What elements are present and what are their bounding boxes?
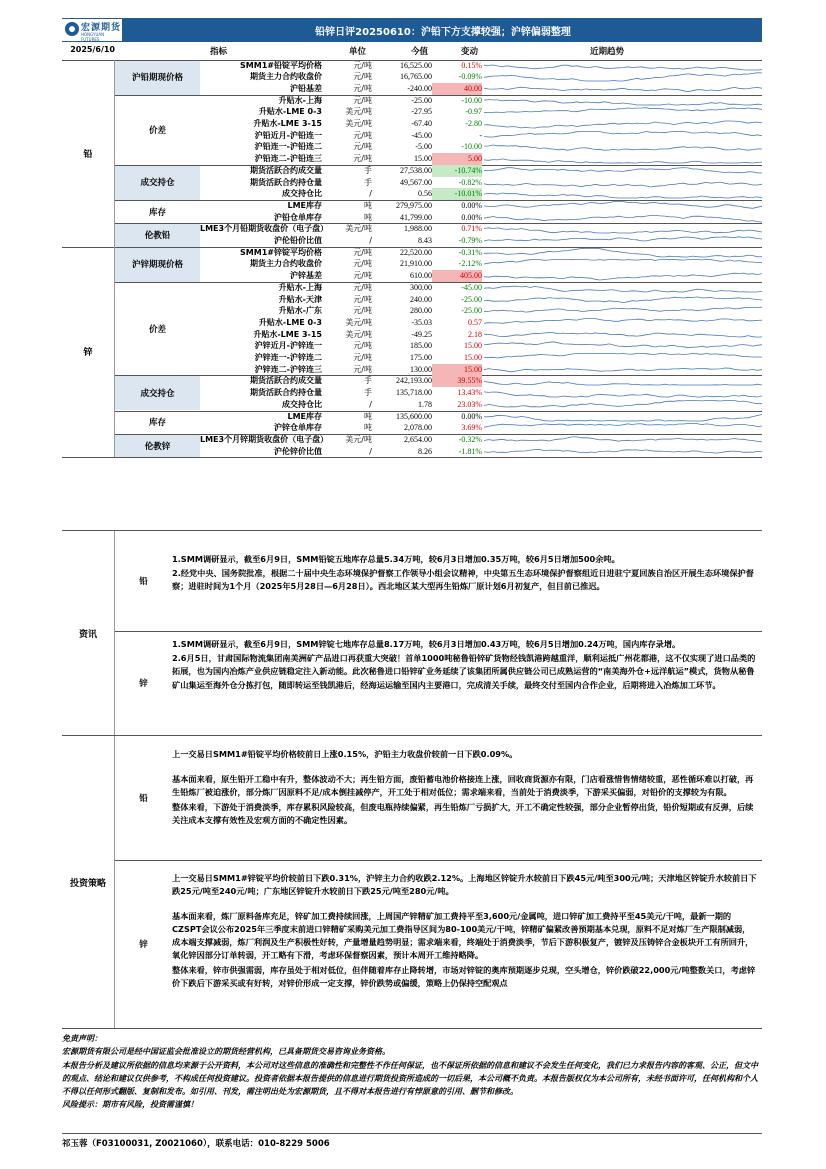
value-cell: 41,799.00 bbox=[400, 212, 432, 222]
value-cell: 0.56 bbox=[418, 189, 432, 199]
unit-cell: / bbox=[369, 236, 372, 245]
value-cell: -49.25 bbox=[411, 329, 432, 339]
change-cell: 0.00% bbox=[461, 200, 482, 210]
change-cell: -25.00 bbox=[461, 306, 482, 316]
unit-cell: 美元/吨 bbox=[345, 107, 372, 117]
change-cell: -10.01% bbox=[432, 188, 482, 200]
change-cell: 15.00 bbox=[432, 364, 482, 376]
zinc-group-label: 价差 bbox=[115, 282, 200, 376]
indicator-name: 沪锌连二-沪锌连三 bbox=[254, 364, 322, 374]
table-row bbox=[200, 200, 762, 212]
table-row bbox=[200, 130, 762, 142]
value-cell: -5.00 bbox=[415, 142, 432, 152]
change-cell: -1.81% bbox=[458, 446, 482, 456]
trend-sparkline bbox=[484, 95, 762, 107]
trend-sparkline bbox=[484, 188, 762, 200]
indicator-name: SMM1#锌锭平均价格 bbox=[240, 247, 322, 257]
trend-sparkline bbox=[484, 317, 762, 329]
indicator-name: 升贴水-天津 bbox=[278, 294, 322, 304]
value-cell: 280.00 bbox=[410, 306, 432, 316]
news-zinc-item: 2.6月5日，甘肃国际物流集团南美洲矿产品进口再获重大突破！首单1000吨秘鲁铅锌矿货物经钱凯港跨越重洋，顺利运抵广州花都港，这不仅实现了进口品类的拓展，也为国内冶炼产业供应链稳定注入新动能。此次秘鲁进口铅锌矿业务延续了该集团所属供应链公司已成熟运营的“南美海外仓+远洋航运”模式，货物从秘鲁矿山集运至海外仓分拣打包，随即转运至钱凯港后，经海运运输至国内主要港口，完成清关手续，最终交付至国内合作企业，后期将进入冶炼加工环节。 bbox=[172, 652, 756, 690]
change-cell: -0.32% bbox=[458, 434, 482, 444]
change-cell: 0.71% bbox=[461, 224, 482, 234]
indicator-name: 升贴水-上海 bbox=[278, 95, 322, 105]
news-lead-text bbox=[172, 553, 757, 594]
logo-en-text: HONGYUAN FUTURES bbox=[81, 32, 105, 42]
value-cell: -25.00 bbox=[411, 95, 432, 105]
table-row bbox=[200, 411, 762, 423]
trend-sparkline bbox=[484, 212, 762, 224]
table-row bbox=[200, 422, 762, 434]
table-row bbox=[200, 305, 762, 317]
table-row bbox=[200, 375, 762, 387]
contact-footer: 祁玉蓉（F03100031, Z0021060），联系电话：010-8229 5006 bbox=[62, 1133, 762, 1149]
table-row bbox=[200, 60, 762, 72]
trend-sparkline bbox=[484, 387, 762, 399]
indicator-name: 沪锌仓单库存 bbox=[274, 423, 322, 433]
table-row bbox=[200, 141, 762, 153]
indicator-name: 升贴水-LME 0-3 bbox=[258, 317, 322, 327]
indicator-name: LME库存 bbox=[287, 200, 322, 210]
unit-cell: 手 bbox=[364, 376, 372, 386]
logo-icon bbox=[65, 22, 79, 36]
value-cell: 22,520.00 bbox=[400, 247, 432, 257]
news-zinc-text bbox=[172, 638, 757, 692]
unit-cell: 吨 bbox=[364, 423, 372, 433]
trend-sparkline bbox=[484, 375, 762, 387]
trend-sparkline bbox=[484, 329, 762, 341]
unit-cell: 吨 bbox=[364, 200, 372, 210]
trend-sparkline bbox=[484, 83, 762, 95]
zinc-group-label: 库存 bbox=[115, 411, 200, 434]
unit-cell: 美元/吨 bbox=[345, 224, 372, 234]
trend-sparkline bbox=[484, 364, 762, 376]
news-lead-item: 1.SMM调研显示，截至6月9日，SMM铅锭五地库存总量5.34万吨，较6月3日增加0.35万吨，较6月5日增加500余吨。 bbox=[172, 554, 620, 564]
table-row bbox=[200, 364, 762, 376]
table-row bbox=[200, 282, 762, 294]
value-cell: 135,600.00 bbox=[396, 411, 432, 421]
value-cell: 27,538.00 bbox=[400, 165, 432, 175]
indicator-name: LME3个月锌期货收盘价（电子盘） bbox=[200, 434, 329, 444]
value-cell: -27.95 bbox=[411, 107, 432, 117]
lead-group-label: 成交持仓 bbox=[115, 165, 200, 200]
company-logo bbox=[62, 19, 122, 41]
unit-cell: / bbox=[369, 446, 372, 456]
report-date: 2025/6/10 bbox=[70, 45, 115, 54]
change-cell: -0.09% bbox=[458, 72, 482, 82]
lead-group-label: 沪铅期现价格 bbox=[115, 60, 200, 95]
table-row bbox=[200, 83, 762, 95]
trend-sparkline bbox=[484, 106, 762, 118]
indicator-name: 升贴水-LME 3-15 bbox=[253, 119, 322, 128]
strategy-zinc-item: 基本面来看，炼厂原料备库充足，锌矿加工费持续回涨，上周国产锌精矿加工费持平至3,600元/金属吨，进口锌矿加工费持平至45美元/干吨，最新一期的CZSPT会议公布2025年三季度末前进口锌精矿采购美元加工费指导区间为80-100美元/干吨，锌精矿偏紧改善预期基本兑现，原料不足对炼厂生产限制减弱，成本端支撑减弱，炼厂利润及生产积极性好转，产量增量趋势明显；需求端来看，终端处于消费淡季，节后下游积极复产，镀锌及压铸锌合金板块开工有所回升，氧化锌因部分订单转弱，开工略有下滑，考虑环保督察因素，预计本周开工维持略降。 bbox=[172, 911, 754, 960]
trend-sparkline bbox=[484, 294, 762, 306]
strategy-zinc-item: 上一交易日SMM1#锌锭平均价较前日下跌0.31%，沪锌主力合约收跌2.12%。上海地区锌锭升水较前日下跌45元/吨至300元/吨；天津地区锌锭升水较前日下跌25元/吨至240元/吨；广东地区锌锭升水较前日下跌25元/吨至280元/吨。 bbox=[172, 873, 757, 896]
change-cell: 39.55% bbox=[432, 375, 482, 387]
unit-cell: 手 bbox=[364, 388, 372, 398]
value-cell: 185.00 bbox=[410, 341, 432, 351]
indicator-name: 沪铅连一-沪铅连二 bbox=[254, 142, 322, 152]
unit-cell: 元/吨 bbox=[353, 364, 372, 374]
unit-cell: 手 bbox=[364, 177, 372, 187]
value-cell: 135,718.00 bbox=[396, 388, 432, 398]
table-row bbox=[200, 387, 762, 399]
zinc-section-label: 锌 bbox=[62, 247, 115, 458]
trend-sparkline bbox=[484, 446, 762, 458]
table-row bbox=[200, 188, 762, 200]
trend-sparkline bbox=[484, 352, 762, 364]
change-cell: -0.31% bbox=[458, 247, 482, 257]
trend-sparkline bbox=[484, 422, 762, 434]
indicator-name: 沪伦铅价比值 bbox=[274, 236, 322, 245]
lead-group-label: 伦教铅 bbox=[115, 223, 200, 246]
unit-cell: 元/吨 bbox=[353, 130, 372, 140]
trend-sparkline bbox=[484, 270, 762, 282]
news-zinc-label: 锌 bbox=[139, 679, 148, 689]
change-cell: 40.00 bbox=[432, 83, 482, 95]
change-cell: -25.00 bbox=[461, 294, 482, 304]
zinc-group-label: 伦教锌 bbox=[115, 434, 200, 457]
disclaimer-risk: 风险提示：期市有风险，投资需谨慎！ bbox=[62, 1100, 198, 1110]
unit-cell: 元/吨 bbox=[353, 72, 372, 82]
value-cell: -35.03 bbox=[411, 317, 432, 327]
change-cell: 13.43% bbox=[457, 388, 482, 398]
indicator-name: 沪铅仓单库存 bbox=[274, 212, 322, 222]
value-cell: 175.00 bbox=[410, 353, 432, 362]
unit-cell: 元/吨 bbox=[353, 259, 372, 269]
indicator-name: 成交持仓比 bbox=[282, 399, 322, 409]
table-row bbox=[200, 153, 762, 165]
value-cell: 242,193.00 bbox=[396, 376, 432, 386]
unit-cell: 元/吨 bbox=[353, 341, 372, 351]
table-row bbox=[200, 258, 762, 270]
disclaimer-line: 本报告分析及建议所依据的信息均来源于公开资料，本公司对这些信息的准确性和完整性不作任何保证，也不保证所依据的信息和建议不会发生任何变化，我们已力求报告内容的客观、公正，但文中的观点、结论和建议仅供参考，不构成任何投资建议。投资者依据本报告提供的信息进行期货投资所造成的一切后果，本公司概不负责。本报告版权仅为本公司所有，未经书面许可，任何机构和个人不得以任何形式翻版、复制和发布。如引用、刊发，需注明出处为宏源期货，且不得对本报告进行有悖原意的引用、删节和修改。 bbox=[62, 1060, 758, 1097]
unit-cell: 美元/吨 bbox=[345, 434, 372, 444]
col-value: 今值 bbox=[411, 47, 429, 57]
indicator-name: 沪铅基差 bbox=[290, 83, 322, 93]
trend-sparkline bbox=[484, 177, 762, 189]
indicator-name: 期货主力合约收盘价 bbox=[250, 259, 322, 269]
trend-sparkline bbox=[484, 434, 762, 446]
unit-cell: 手 bbox=[364, 165, 372, 175]
change-cell: 405.00 bbox=[432, 270, 482, 282]
strategy-lead-item: 上一交易日SMM1#铅锭平均价格较前日上涨0.15%，沪铅主力收盘价较前一日下跌0.09%。 bbox=[172, 749, 518, 759]
news-lead-item: 2.经党中央、国务院批准，根据二十届中央生态环境保护督察工作领导小组会议精神，中央第五生态环境保护督察组近日进驻宁夏回族自治区开展生态环境保护督察；进驻时间为1个月（2025年5月28日—6月28日）。西北地区某大型再生铅炼厂原计划6月初复产，但目前已推迟。 bbox=[172, 567, 754, 591]
trend-sparkline bbox=[484, 411, 762, 423]
indicator-name: 沪锌连一-沪锌连二 bbox=[254, 353, 322, 362]
trend-sparkline bbox=[484, 305, 762, 317]
col-change: 变动 bbox=[461, 47, 479, 57]
indicator-name: 沪锌近月-沪锌连一 bbox=[254, 341, 322, 351]
unit-cell: 元/吨 bbox=[353, 154, 372, 164]
trend-sparkline bbox=[484, 223, 762, 235]
value-cell: 610.00 bbox=[410, 271, 432, 281]
unit-cell: 美元/吨 bbox=[345, 317, 372, 327]
unit-cell: 元/吨 bbox=[353, 353, 372, 362]
change-cell: 3.69% bbox=[461, 423, 482, 433]
disclaimer bbox=[62, 1032, 762, 1112]
change-cell: -10.00 bbox=[461, 95, 482, 105]
unit-cell: / bbox=[369, 189, 372, 199]
indicator-name: 升贴水-上海 bbox=[278, 282, 322, 292]
table-row bbox=[200, 106, 762, 118]
table-row bbox=[200, 317, 762, 329]
strategy-zinc-item: 整体来看，锌市供强需弱，库存虽处于相对低位，但伴随着库存止降转增，市场对锌锭的奥库预期逐步兑现，空头增仓，锌价跌破22,000元/吨整数关口，考虑锌价下跌后下游采买或有好转，对锌价形成一定支撑，锌价跌势或偏缓，策略上仍保持空配观点 bbox=[172, 965, 756, 988]
indicator-name: 期货主力合约收盘价 bbox=[250, 72, 322, 82]
value-cell: 49,567.00 bbox=[400, 177, 432, 187]
disclaimer-line: 宏源期货有限公司是经中国证监会批准设立的期货经营机构，已具备期货交易咨询业务资格。 bbox=[62, 1047, 390, 1057]
indicator-name: 升贴水-LME 0-3 bbox=[258, 107, 322, 117]
indicator-name: SMM1#铅锭平均价格 bbox=[240, 60, 322, 70]
value-cell: -67.40 bbox=[411, 119, 432, 128]
change-cell: 23.03% bbox=[457, 399, 482, 409]
value-cell: -240.00 bbox=[407, 83, 432, 93]
indicator-name: LME库存 bbox=[287, 411, 322, 421]
trend-sparkline bbox=[484, 235, 762, 247]
trend-sparkline bbox=[484, 141, 762, 153]
value-cell: 21,910.00 bbox=[400, 259, 432, 269]
unit-cell: / bbox=[369, 399, 372, 409]
unit-cell: 元/吨 bbox=[353, 306, 372, 316]
indicator-name: 期货活跃合约持仓量 bbox=[250, 388, 322, 398]
lead-group-label: 库存 bbox=[115, 200, 200, 223]
change-cell: -2.12% bbox=[458, 259, 482, 269]
trend-sparkline bbox=[484, 118, 762, 130]
change-cell: -10.00 bbox=[461, 142, 482, 152]
strategy-lead-item: 基本面来看，原生铅开工稳中有升，整体波动不大；再生铅方面，废铅蓄电池价格接连上涨，回收商货源亦有限，门店看涨惜售情绪较重，恶性循环难以打破，再生铅炼厂被迫涨价，部分炼厂因原料不足/成本倒挂减停产，开工处于相对低位；需求端来看，当前处于消费淡季，下游采买偏弱，对铅价的支撑较为有限。 bbox=[172, 774, 754, 797]
value-cell: 279,975.00 bbox=[396, 200, 432, 210]
lead-section-label: 铅 bbox=[62, 60, 115, 247]
unit-cell: 吨 bbox=[364, 212, 372, 222]
strategy-lead-text bbox=[172, 748, 757, 829]
table-row bbox=[200, 235, 762, 247]
value-cell: 1,988.00 bbox=[404, 224, 432, 234]
indicator-name: 期货活跃合约成交量 bbox=[250, 165, 322, 175]
value-cell: 1.78 bbox=[418, 399, 432, 409]
unit-cell: 元/吨 bbox=[353, 294, 372, 304]
change-cell: - bbox=[479, 130, 482, 140]
unit-cell: 元/吨 bbox=[353, 271, 372, 281]
change-cell: -0.97 bbox=[465, 107, 482, 117]
table-row bbox=[200, 446, 762, 458]
change-cell: 0.15% bbox=[461, 60, 482, 70]
unit-cell: 美元/吨 bbox=[345, 119, 372, 128]
trend-sparkline bbox=[484, 130, 762, 142]
trend-sparkline bbox=[484, 340, 762, 352]
indicator-name: LME3个月铅期货收盘价（电子盘） bbox=[200, 224, 329, 234]
unit-cell: 元/吨 bbox=[353, 83, 372, 93]
change-cell: 15.00 bbox=[464, 341, 482, 351]
strategy-zinc-label: 锌 bbox=[139, 940, 148, 950]
lead-group-label: 价差 bbox=[115, 95, 200, 165]
value-cell: 130.00 bbox=[410, 364, 432, 374]
indicator-name: 期货活跃合约持仓量 bbox=[250, 177, 322, 187]
table-row bbox=[200, 399, 762, 411]
table-row bbox=[200, 434, 762, 446]
indicator-name: 期货活跃合约成交量 bbox=[250, 376, 322, 386]
table-row bbox=[200, 329, 762, 341]
unit-cell: 美元/吨 bbox=[345, 329, 372, 339]
value-cell: 16,765.00 bbox=[400, 72, 432, 82]
table-row bbox=[200, 247, 762, 259]
table-row bbox=[200, 352, 762, 364]
value-cell: 8.26 bbox=[418, 446, 432, 456]
trend-sparkline bbox=[484, 165, 762, 177]
indicator-name: 沪伦锌价比值 bbox=[274, 446, 322, 456]
news-lead-label: 铅 bbox=[139, 577, 148, 587]
table-row bbox=[200, 95, 762, 107]
value-cell: 8.43 bbox=[418, 236, 432, 245]
change-cell: -10.74% bbox=[432, 165, 482, 177]
col-trend: 近期趋势 bbox=[590, 47, 625, 57]
unit-cell: 元/吨 bbox=[353, 282, 372, 292]
indicator-name: 沪锌基差 bbox=[290, 271, 322, 281]
change-cell: 0.57 bbox=[468, 317, 482, 327]
strategy-label: 投资策略 bbox=[62, 736, 115, 1028]
change-cell: -0.82% bbox=[458, 177, 482, 187]
table-row bbox=[200, 165, 762, 177]
value-cell: 15.00 bbox=[414, 154, 432, 164]
table-row bbox=[200, 212, 762, 224]
table-row bbox=[200, 118, 762, 130]
value-cell: 2,078.00 bbox=[404, 423, 432, 433]
value-cell: 240.00 bbox=[410, 294, 432, 304]
unit-cell: 吨 bbox=[364, 411, 372, 421]
unit-cell: 元/吨 bbox=[353, 247, 372, 257]
col-indicator: 指标 bbox=[210, 47, 228, 57]
indicator-name: 成交持仓比 bbox=[282, 189, 322, 199]
report-header bbox=[62, 18, 762, 42]
trend-sparkline bbox=[484, 153, 762, 165]
change-cell: 5.00 bbox=[432, 153, 482, 165]
trend-sparkline bbox=[484, 258, 762, 270]
logo-cn-text: 宏源期货 bbox=[81, 23, 122, 33]
indicator-name: 升贴水-LME 3-15 bbox=[253, 329, 322, 339]
value-cell: 2,654.00 bbox=[404, 434, 432, 444]
table-row bbox=[200, 223, 762, 235]
trend-sparkline bbox=[484, 282, 762, 294]
trend-sparkline bbox=[484, 60, 762, 72]
value-cell: -45.00 bbox=[411, 130, 432, 140]
change-cell: 15.00 bbox=[464, 353, 482, 362]
change-cell: 0.00% bbox=[461, 212, 482, 222]
unit-cell: 元/吨 bbox=[353, 95, 372, 105]
zinc-group-label: 沪锌期现价格 bbox=[115, 247, 200, 282]
col-unit: 单位 bbox=[349, 47, 367, 57]
indicator-name: 沪铅连二-沪铅连三 bbox=[254, 154, 322, 164]
trend-sparkline bbox=[484, 247, 762, 259]
report-title: 铅锌日评20250610：沪铅下方支撑较强；沪锌偏弱整理 bbox=[315, 27, 571, 38]
table-row bbox=[200, 340, 762, 352]
zinc-group-label: 成交持仓 bbox=[115, 375, 200, 410]
table-row bbox=[200, 71, 762, 83]
unit-cell: 元/吨 bbox=[353, 60, 372, 70]
strategy-zinc-text bbox=[172, 872, 757, 992]
change-cell: -2.80 bbox=[465, 119, 482, 128]
news-label: 资讯 bbox=[62, 531, 115, 735]
value-cell: 300.00 bbox=[410, 282, 432, 292]
table-row bbox=[200, 270, 762, 282]
table-row bbox=[200, 294, 762, 306]
strategy-lead-label: 铅 bbox=[139, 794, 148, 804]
trend-sparkline bbox=[484, 200, 762, 212]
value-cell: 16,525.00 bbox=[400, 60, 432, 70]
change-cell: 0.00% bbox=[461, 411, 482, 421]
change-cell: -0.79% bbox=[458, 236, 482, 245]
unit-cell: 元/吨 bbox=[353, 142, 372, 152]
trend-sparkline bbox=[484, 71, 762, 83]
indicator-name: 沪铅近月-沪铅连一 bbox=[254, 130, 322, 140]
change-cell: -45.00 bbox=[461, 282, 482, 292]
indicator-name: 升贴水-广东 bbox=[278, 306, 322, 316]
strategy-lead-item: 整体来看，下游处于消费淡季，库存累积风险较高，但废电瓶持续偏紧，再生铅炼厂亏损扩大，开工不确定性较强，部分企业暂停出货，铅价短期或有反弹，后续关注成本支撑有效性及宏观方面的不确定性因素。 bbox=[172, 802, 754, 825]
table-row bbox=[200, 177, 762, 189]
news-zinc-item: 1.SMM调研显示，截至6月9日，SMM锌锭七地库存总量8.17万吨，较6月3日增加0.43万吨，较6月5日增加0.24万吨，国内库存录增。 bbox=[172, 639, 681, 649]
trend-sparkline bbox=[484, 399, 762, 411]
change-cell: 2.18 bbox=[468, 329, 482, 339]
disclaimer-title: 免责声明： bbox=[62, 1034, 102, 1043]
